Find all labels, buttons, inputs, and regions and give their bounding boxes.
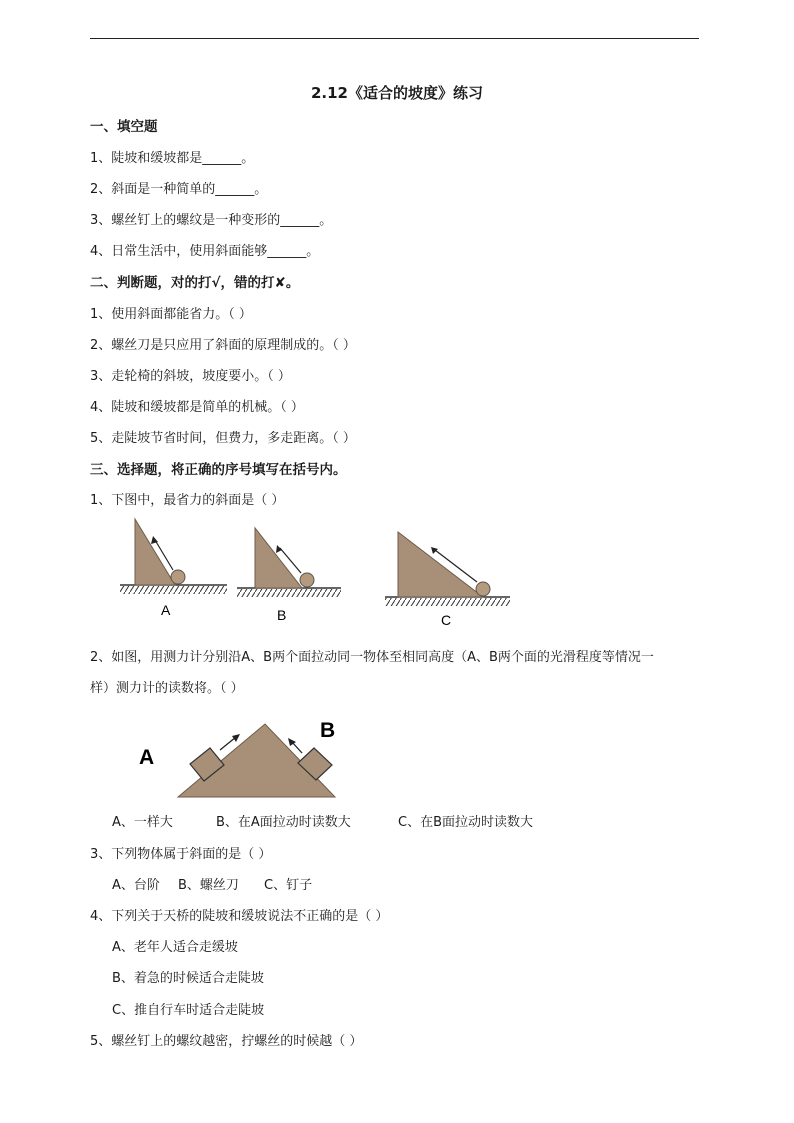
choice-q1: 1、下图中，最省力的斜面是（ ） (90, 493, 285, 508)
fill-item-2: 2、斜面是一种简单的______。 (90, 182, 268, 197)
judge-item-2: 2、螺丝刀是只应用了斜面的原理制成的。（ ） (90, 338, 356, 353)
slope-b (237, 528, 341, 597)
q2-option-a: A、一样大 (112, 815, 173, 830)
choice-q5: 5、螺丝钉上的螺纹越密，拧螺丝的时候越（ ） (90, 1034, 363, 1049)
slope-c-label: C (441, 612, 452, 628)
q4-option-c: C、推自行车时适合走陡坡 (112, 1003, 265, 1018)
fill-item-3: 3、螺丝钉上的螺纹是一种变形的______。 (90, 213, 333, 228)
choice-q2-line2: 样）测力计的读数将。（ ） (90, 681, 244, 696)
slope-a (120, 519, 227, 594)
choice-q2-line1: 2、如图，用测力计分别沿A、B两个面拉动同一物体至相同高度（A、B两个面的光滑程度等情况一 (90, 650, 654, 665)
q4-option-b: B、着急的时候适合走陡坡 (112, 971, 264, 986)
choice-q4: 4、下列关于天桥的陡坡和缓坡说法不正确的是（ ） (90, 909, 389, 924)
q3-option-c: C、钉子 (264, 878, 313, 893)
incline-label-b: B (320, 719, 336, 742)
q2-option-c: C、在B面拉动时读数大 (398, 815, 533, 830)
q3-option-b: B、螺丝刀 (178, 878, 239, 893)
q4-option-a: A、老年人适合走缓坡 (112, 940, 238, 955)
slope-b-label: B (277, 607, 287, 623)
q3-option-a: A、台阶 (112, 878, 160, 893)
q2-incline-figure (130, 712, 350, 804)
fill-item-1: 1、陡坡和缓坡都是______。 (90, 151, 255, 166)
judge-item-3: 3、走轮椅的斜坡，坡度要小。（ ） (90, 369, 291, 384)
judge-item-4: 4、陡坡和缓坡都是简单的机械。（ ） (90, 400, 304, 415)
slope-a-label: A (161, 602, 171, 618)
choice-q3: 3、下列物体属于斜面的是（ ） (90, 847, 272, 862)
header-rule (90, 38, 699, 39)
section1-heading: 一、填空题 (90, 119, 158, 135)
q1-slopes-figure (115, 512, 525, 632)
section3-heading: 三、选择题，将正确的序号填写在括号内。 (90, 462, 347, 478)
page-title: 2.12《适合的坡度》练习 (310, 84, 483, 102)
section2-heading: 二、判断题，对的打√，错的打✘。 (90, 275, 300, 291)
q2-option-b: B、在A面拉动时读数大 (216, 815, 351, 830)
incline-label-a: A (139, 746, 155, 769)
fill-item-4: 4、日常生活中，使用斜面能够______。 (90, 244, 320, 259)
judge-item-5: 5、走陡坡节省时间，但费力，多走距离。（ ） (90, 431, 356, 446)
judge-item-1: 1、使用斜面都能省力。（ ） (90, 307, 252, 322)
slope-c (385, 532, 510, 606)
